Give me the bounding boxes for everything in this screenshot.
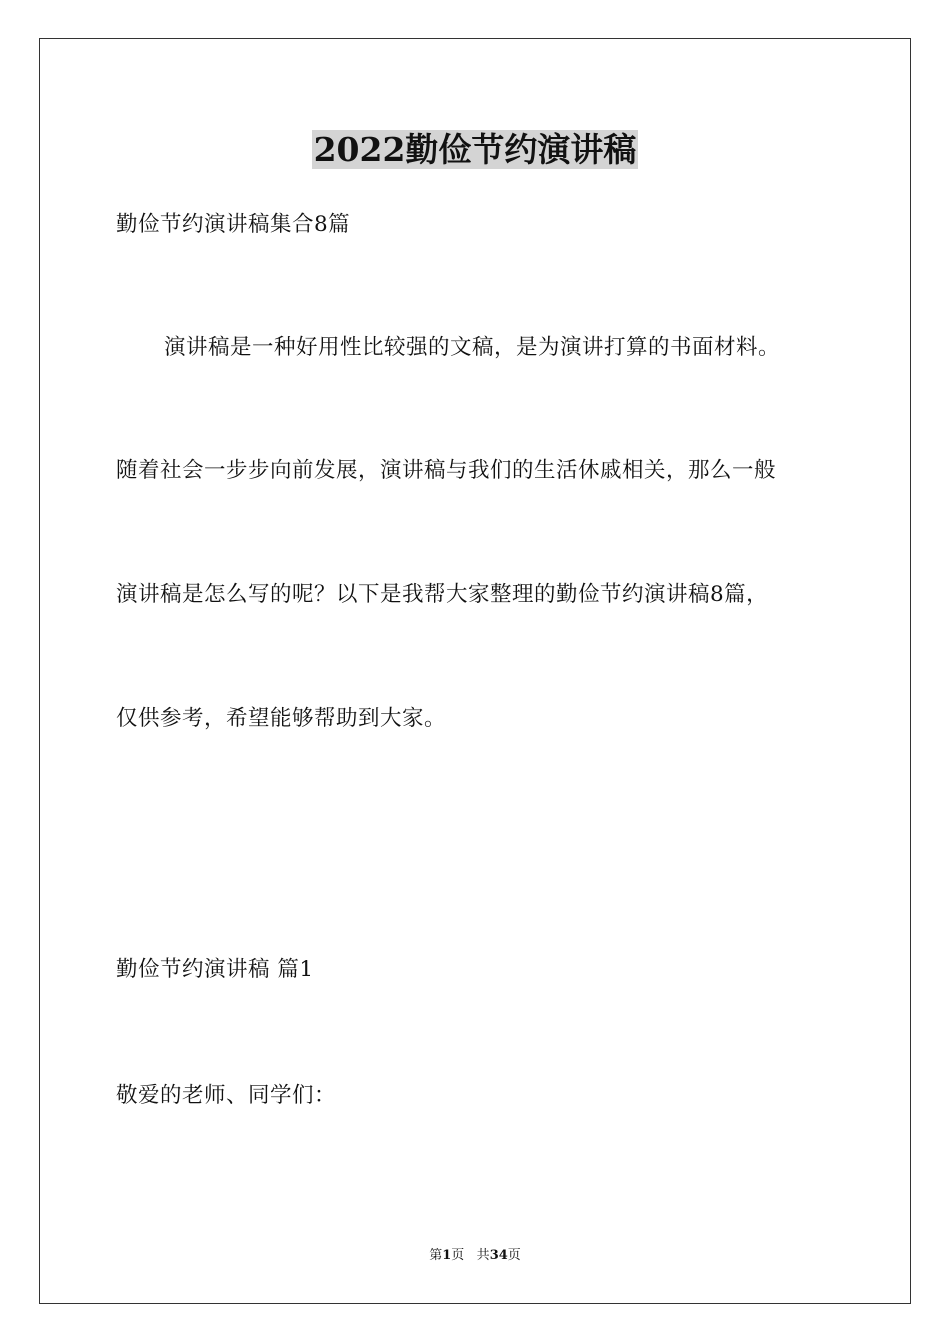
page-footer [0, 1246, 950, 1266]
intro-line-4: 仅供参考，希望能够帮助到大家。 [116, 706, 447, 731]
intro-line-1: 演讲稿是一种好用性比较强的文稿，是为演讲打算的书面材料。 [164, 335, 781, 360]
footer-page-number: 1 [442, 1248, 452, 1263]
footer-total-suffix: 页 [507, 1248, 521, 1263]
document-subtitle: 勤俭节约演讲稿集合8篇 [116, 212, 351, 237]
footer-total-prefix: 共 [476, 1248, 490, 1263]
intro-line-2: 随着社会一步步向前发展，演讲稿与我们的生活休戚相关，那么一般 [116, 458, 777, 483]
salutation: 敬爱的老师、同学们： [116, 1083, 337, 1108]
document-title [0, 128, 950, 172]
document-title-text: 2022勤俭节约演讲稿 [313, 130, 637, 169]
footer-page-suffix: 页 [451, 1248, 465, 1263]
intro-line-3: 演讲稿是怎么写的呢？以下是我帮大家整理的勤俭节约演讲稿8篇， [116, 582, 769, 607]
footer-total-pages: 34 [489, 1248, 508, 1263]
section-heading: 勤俭节约演讲稿 篇1 [116, 957, 314, 982]
footer-page-prefix: 第 [429, 1248, 443, 1263]
